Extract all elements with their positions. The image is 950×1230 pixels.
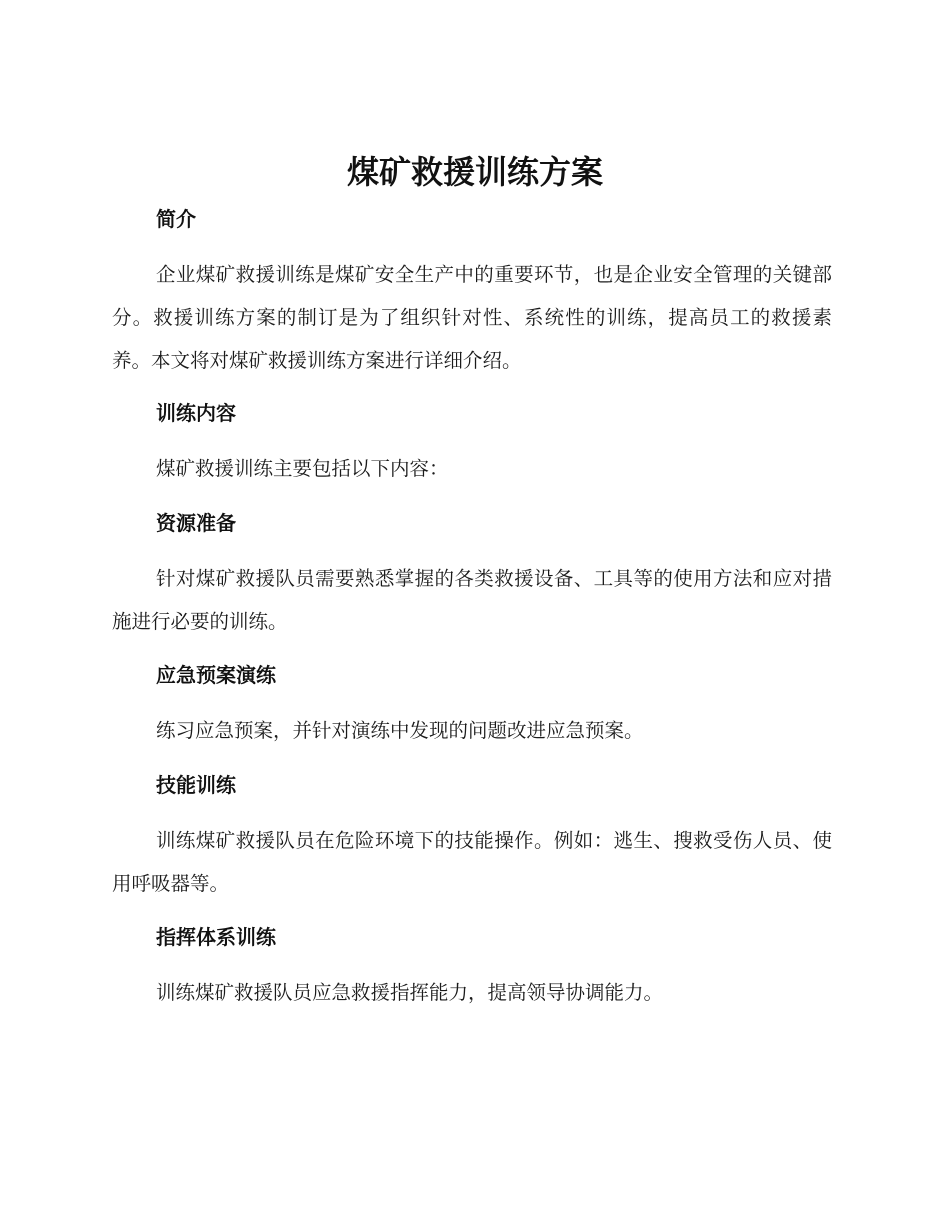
section-heading-command-training: 指挥体系训练 [156, 925, 276, 949]
section-heading-intro: 简介 [156, 207, 196, 231]
section-paragraph-resource-prep: 针对煤矿救援队员需要熟悉掌握的各类救援设备、工具等的使用方法和应对措施进行必要的训练。 [112, 567, 832, 633]
section-paragraph-intro: 企业煤矿救援训练是煤矿安全生产中的重要环节，也是企业安全管理的关键部分。救援训练方案的制订是为了组织针对性、系统性的训练，提高员工的救援素养。本文将对煤矿救援训练方案进行详细介绍。 [112, 263, 832, 372]
section-heading-training-content: 训练内容 [156, 401, 236, 425]
section-heading-skill-training: 技能训练 [156, 773, 236, 797]
section-paragraph-emergency-drill: 练习应急预案，并针对演练中发现的问题改进应急预案。 [156, 719, 644, 742]
section-paragraph-skill-training: 训练煤矿救援队员在危险环境下的技能操作。例如：逃生、搜救受伤人员、使用呼吸器等。 [112, 829, 832, 895]
section-paragraph-training-content: 煤矿救援训练主要包括以下内容： [156, 457, 449, 480]
section-heading-emergency-drill: 应急预案演练 [156, 663, 276, 687]
section-paragraph-command-training: 训练煤矿救援队员应急救援指挥能力，提高领导协调能力。 [156, 981, 664, 1004]
document-title: 煤矿救援训练方案 [346, 153, 603, 191]
section-heading-resource-prep: 资源准备 [156, 511, 236, 535]
